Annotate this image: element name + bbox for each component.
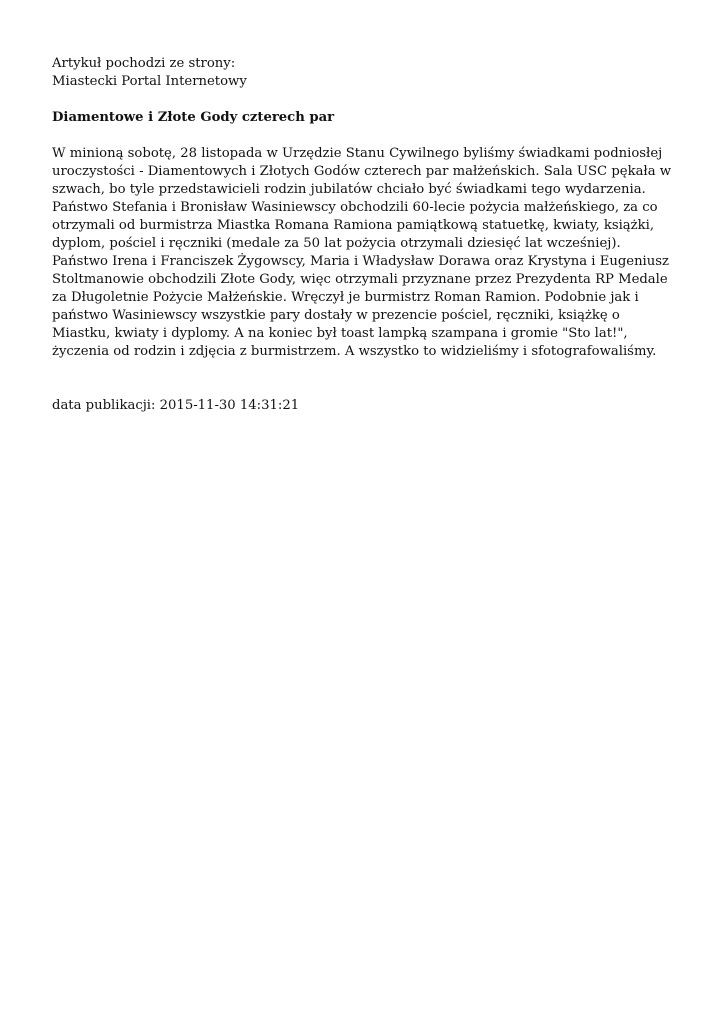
source-label: Artykuł pochodzi ze strony: <box>52 56 236 71</box>
article-page <box>52 55 677 415</box>
article-title: Diamentowe i Złote Gody czterech par <box>52 110 335 125</box>
publication-date: data publikacji: 2015-11-30 14:31:21 <box>52 398 300 413</box>
source-name: Miastecki Portal Internetowy <box>52 74 247 89</box>
article-body: W minioną sobotę, 28 listopada w Urzędzie Stanu Cywilnego byliśmy świadkami podniosłej uroczystości - Diamentowych i Złotych Godów czterech par małżeńskich. Sala USC pękała w szwach, bo tyle przedstawicieli rodzin jubilatów chciało być świadkami tego wydarzenia. Państwo Stefania i Bronisław Wasiniewscy obchodzili 60-lecie pożycia małżeńskiego, za co otrzymali od burmistrza Miastka Romana Ramiona pamiątkową statuetkę, kwiaty, książki, dyplom, pościel i ręczniki (medale za 50 lat pożycia otrzymali dziesięć lat wcześniej). Państwo Irena i Franciszek Żygowscy, Maria i Władysław Dorawa oraz Krystyna i Eugeniusz Stoltmanowie obchodzili Złote Gody, więc otrzymali przyznane przez Prezydenta RP Medale za Długoletnie Pożycie Małżeńskie. Wręczył je burmistrz Roman Ramion. Podobnie jak i państwo Wasiniewscy wszystkie pary dostały w prezencie pościel, ręczniki, książkę o Miastku, kwiaty i dyplomy. A na koniec był toast lampką szampana i gromie "Sto lat!", życzenia od rodzin i zdjęcia z burmistrzem. A wszystko to widzieliśmy i sfotografowaliśmy. <box>52 146 672 359</box>
